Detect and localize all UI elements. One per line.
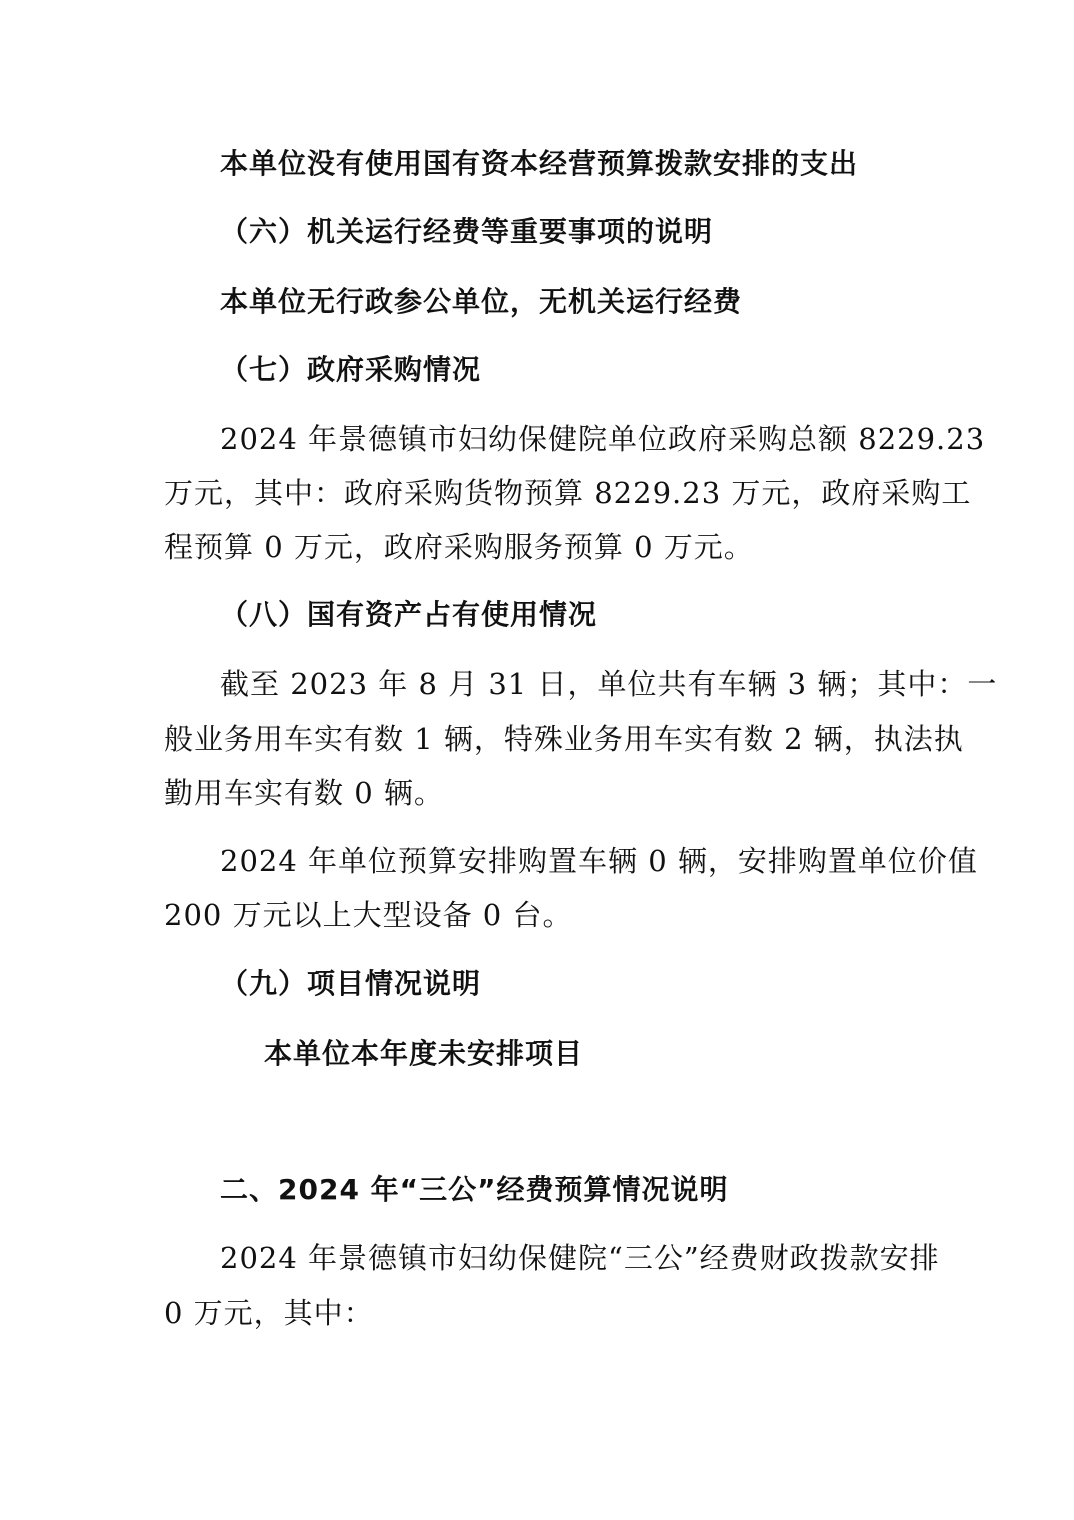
- statement-no-operating-funds: 本单位无行政参公单位，无机关运行经费: [220, 285, 743, 318]
- vehicles-paragraph-line-2: 般业务用车实有数 1 辆，特殊业务用车实有数 2 辆，执法执: [164, 722, 964, 756]
- procurement-paragraph-line-2: 万元，其中：政府采购货物预算 8229.23 万元，政府采购工: [164, 476, 972, 510]
- purchase-paragraph-line-2: 200 万元以上大型设备 0 台。: [164, 898, 573, 932]
- purchase-paragraph-line-1: 2024 年单位预算安排购置车辆 0 辆，安排购置单位价值: [220, 844, 978, 878]
- procurement-paragraph-line-3: 程预算 0 万元，政府采购服务预算 0 万元。: [164, 530, 754, 564]
- statement-no-projects: 本单位本年度未安排项目: [264, 1037, 584, 1070]
- vehicles-paragraph-line-1: 截至 2023 年 8 月 31 日，单位共有车辆 3 辆；其中：一: [220, 667, 998, 701]
- heading-section-6: （六）机关运行经费等重要事项的说明: [220, 215, 714, 248]
- three-public-paragraph-line-1: 2024 年景德镇市妇幼保健院“三公”经费财政拨款安排: [220, 1241, 940, 1275]
- statement-no-state-capital: 本单位没有使用国有资本经营预算拨款安排的支出: [220, 147, 859, 180]
- heading-section-8: （八）国有资产占有使用情况: [220, 598, 598, 631]
- heading-section-9: （九）项目情况说明: [220, 967, 482, 1000]
- procurement-paragraph-line-1: 2024 年景德镇市妇幼保健院单位政府采购总额 8229.23: [220, 422, 986, 456]
- section-2-title: 二、2024 年“三公”经费预算情况说明: [220, 1173, 729, 1206]
- heading-section-7: （七）政府采购情况: [220, 353, 482, 386]
- vehicles-paragraph-line-3: 勤用车实有数 0 辆。: [164, 776, 444, 810]
- three-public-paragraph-line-2: 0 万元，其中：: [164, 1296, 374, 1330]
